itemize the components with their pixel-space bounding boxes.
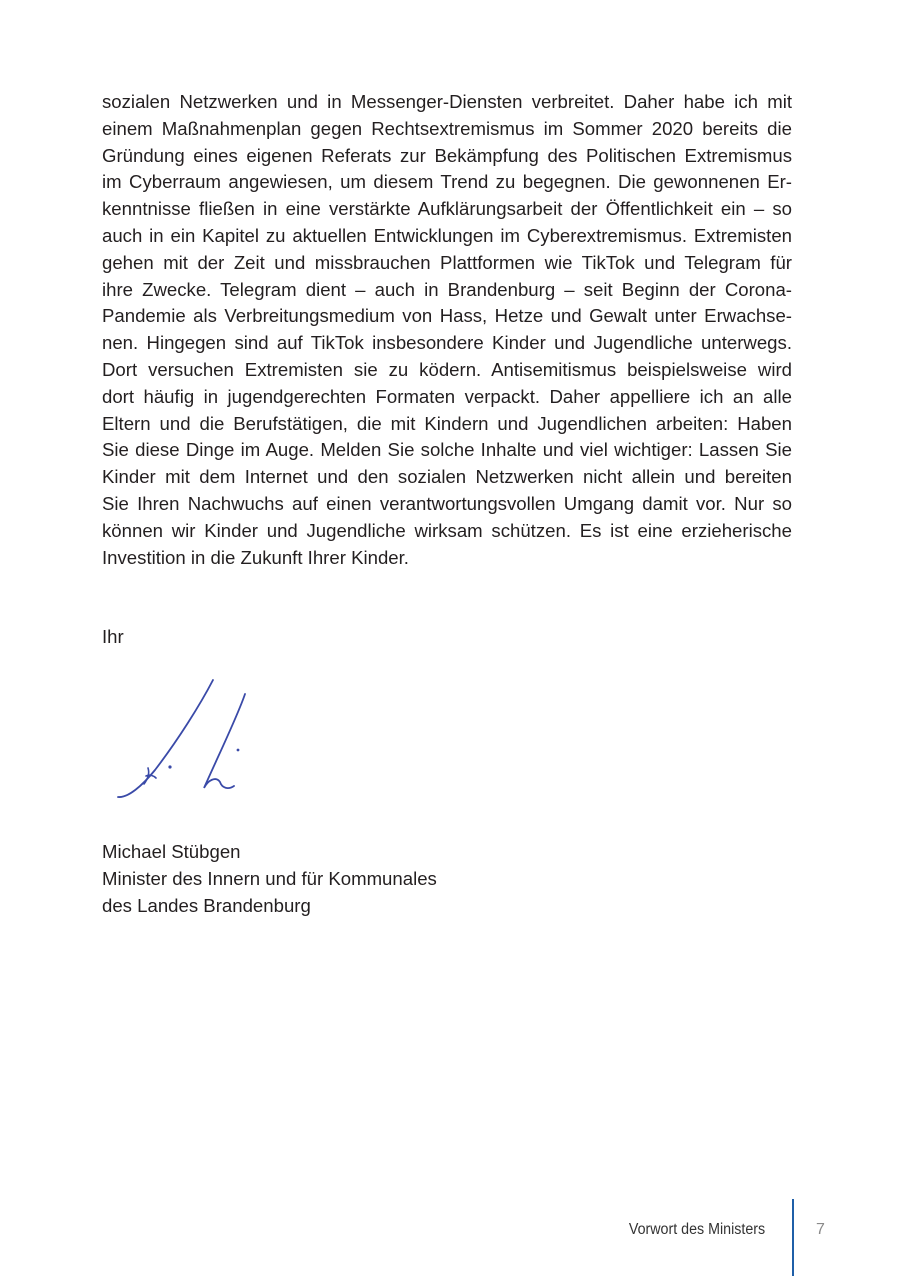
signer-title-continued: des Landes Brandenburg [102,895,311,916]
body-line: können wir Kinder und Jugendliche wirksam schützen. Es ist eine erzieherische [102,519,792,541]
body-paragraph [102,89,792,571]
signature-image [100,660,280,825]
footer-divider [792,1199,794,1276]
closing-salutation: Ihr [102,626,124,647]
body-line: Sie Ihren Nachwuchs auf einen verantwortungsvollen Umgang damit vor. Nur so [102,492,792,514]
body-line: Sie diese Dinge im Auge. Melden Sie solche Inhalte und viel wichtiger: Lassen Sie [102,439,792,461]
body-line: im Cyberraum angewiesen, um diesem Trend zu begegnen. Die gewonnenen Er- [102,171,792,193]
page-number: 7 [816,1221,825,1238]
signer-block [102,838,437,919]
body-line: Investition in die Zukunft Ihrer Kinder. [102,546,409,568]
body-line: kenntnisse fließen in eine verstärkte Aufklärungsarbeit der Öffentlichkeit ein – so [102,198,792,220]
body-line: dort häufig in jugendgerechten Formaten verpackt. Daher appelliere ich an alle [102,385,792,407]
body-line: auch in ein Kapitel zu aktuellen Entwicklungen im Cyberextremismus. Extremisten [102,224,792,246]
body-line: Gründung eines eigenen Referats zur Bekämpfung des Politischen Extremismus [102,144,792,166]
body-line: einem Maßnahmenplan gegen Rechtsextremismus im Sommer 2020 bereits die [102,117,792,139]
body-line: Dort versuchen Extremisten sie zu ködern. Antisemitismus beispielsweise wird [102,358,792,380]
body-line: nen. Hingegen sind auf TikTok insbesondere Kinder und Jugendliche unterwegs. [102,332,792,354]
body-line: gehen mit der Zeit und missbrauchen Plattformen wie TikTok und Telegram für [102,251,792,273]
body-line: Pandemie als Verbreitungsmedium von Hass, Hetze und Gewalt unter Erwachse- [102,305,792,327]
body-line: sozialen Netzwerken und in Messenger-Diensten verbreitet. Daher habe ich mit [102,91,792,112]
signature-icon [100,660,280,825]
footer-section-label: Vorwort des Ministers [628,1221,765,1238]
body-line: ihre Zwecke. Telegram dient – auch in Brandenburg – seit Beginn der Corona- [102,278,792,300]
signer-title: Minister des Innern und für Kommunales [102,868,437,889]
body-line: Kinder mit dem Internet und den sozialen Netzwerken nicht allein und bereiten [102,466,792,488]
body-line: Eltern und die Berufstätigen, die mit Kindern und Jugendlichen arbeiten: Haben [102,412,792,434]
signer-name: Michael Stübgen [102,841,241,862]
